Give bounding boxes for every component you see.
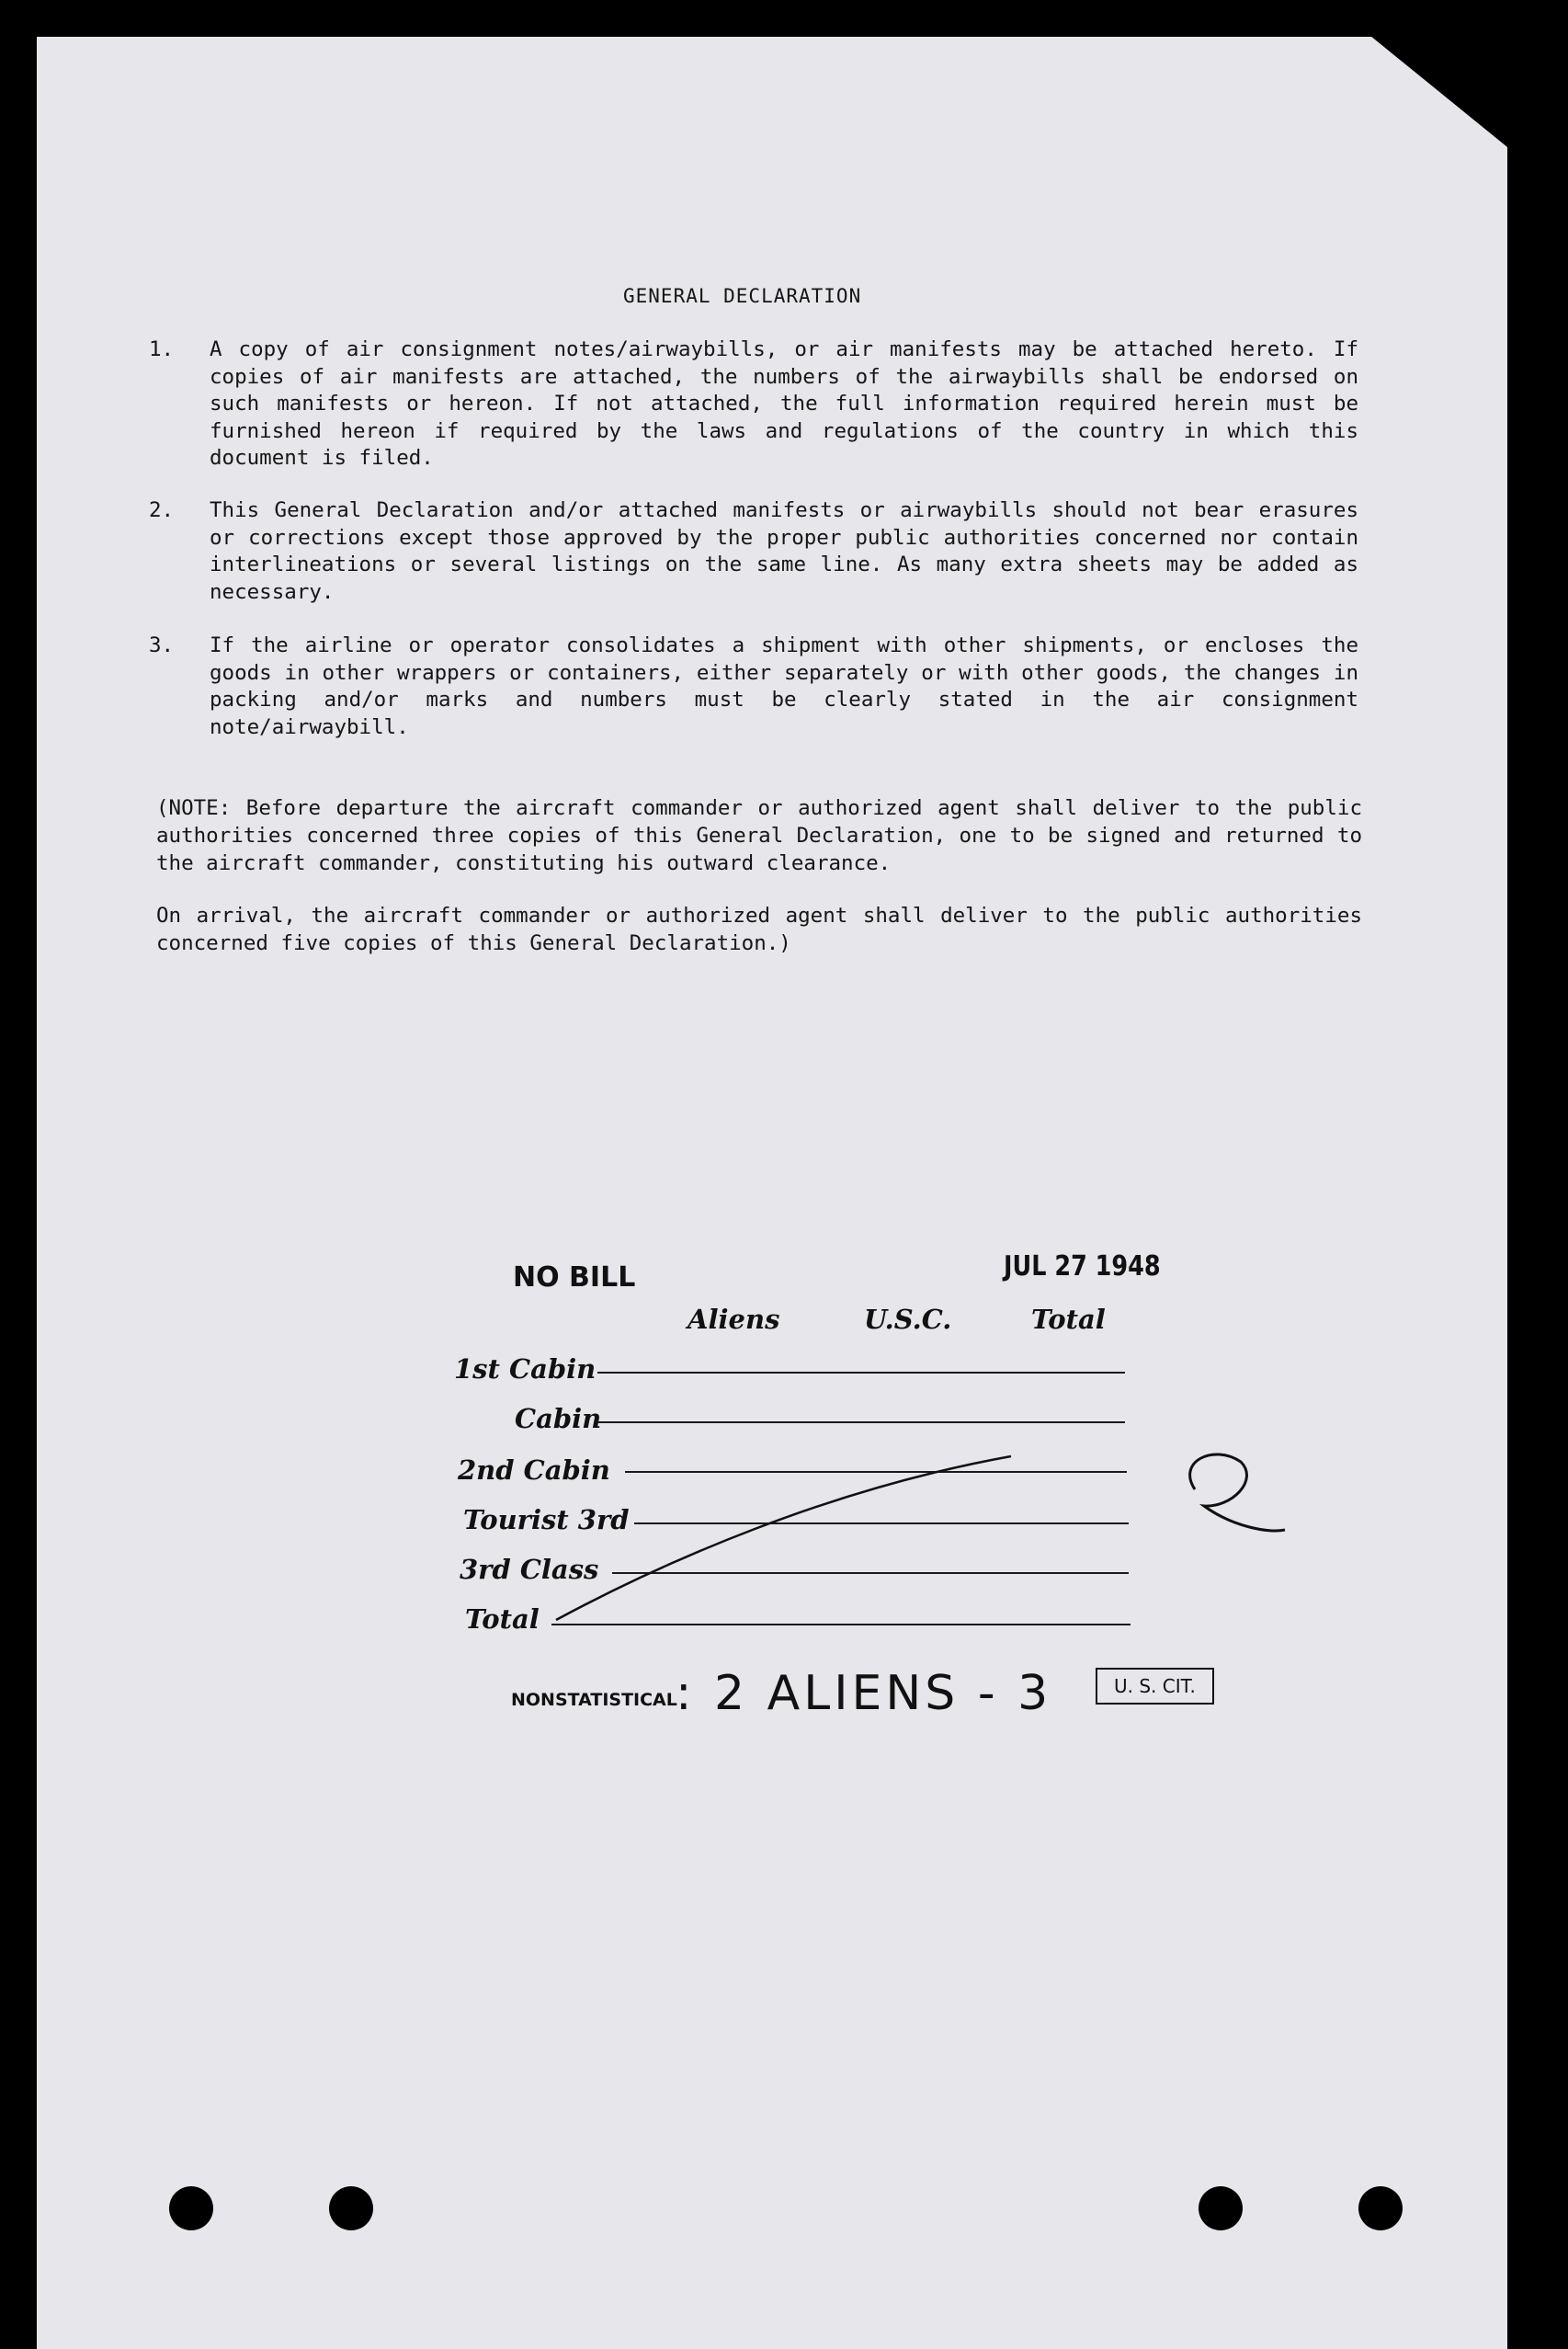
handwritten-note: : 2 ALIENS - 3 — [676, 1666, 1052, 1721]
column-header-usc: U.S.C. — [864, 1304, 952, 1335]
note-paragraph: On arrival, the aircraft commander or authorized agent shall deliver to the public authorities concerned five copies of this General Declaration.) — [156, 904, 1362, 955]
item-text: A copy of air consignment notes/airwaybills, or air manifests may be attached hereto. If copies of air manifests are attached, the numbers of the airwaybills shall be endorsed on such manifests or hereon. If not attached, the full information required herein must be furnished hereon if required by the laws and regulations of the country in which this document is filed. — [210, 337, 1358, 470]
strike-through-line — [556, 1456, 1011, 1620]
note-paragraph: (NOTE: Before departure the aircraft commander or authorized agent shall deliver to the public authorities concerned three copies of this General Declaration, one to be signed and returned to the aircraft commander, constituting his outward clearance. — [156, 796, 1362, 875]
item-number: 1. — [149, 337, 175, 361]
no-bill-stamp: NO BILL — [513, 1261, 636, 1294]
row-label: 1st Cabin — [454, 1353, 597, 1385]
row-label: Total — [465, 1603, 540, 1635]
row-label: 3rd Class — [460, 1554, 599, 1585]
punch-hole — [169, 2186, 213, 2230]
initial-mark — [1190, 1454, 1285, 1531]
nonstatistical-label: NONSTATISTICAL — [511, 1690, 677, 1710]
row-label: Cabin — [515, 1403, 602, 1434]
row-label: 2nd Cabin — [458, 1454, 610, 1486]
document-title: GENERAL DECLARATION — [623, 285, 862, 307]
item-number: 3. — [149, 633, 175, 657]
punch-hole — [1199, 2186, 1243, 2230]
item-text: This General Declaration and/or attached manifests or airwaybills should not bear erasures or corrections except those approved by the proper public authorities concerned nor contain interlineations or several listings on the same line. As many extra sheets may be added as necessary. — [210, 498, 1358, 604]
column-header-aliens: Aliens — [687, 1304, 780, 1335]
item-number: 2. — [149, 498, 175, 522]
us-citizen-stamp: U. S. CIT. — [1096, 1668, 1214, 1705]
column-header-total: Total — [1031, 1304, 1106, 1335]
date-stamp: JUL 27 1948 — [1004, 1250, 1161, 1283]
row-label: Tourist 3rd — [463, 1504, 630, 1535]
punch-hole — [329, 2186, 373, 2230]
punch-hole — [1358, 2186, 1403, 2230]
item-text: If the airline or operator consolidates a shipment with other shipments, or encloses the goods in other wrappers or containers, either separately or with other goods, the changes in packing and/or marks and numbers must be clearly stated in the air consignment note/airwaybill. — [210, 633, 1358, 739]
